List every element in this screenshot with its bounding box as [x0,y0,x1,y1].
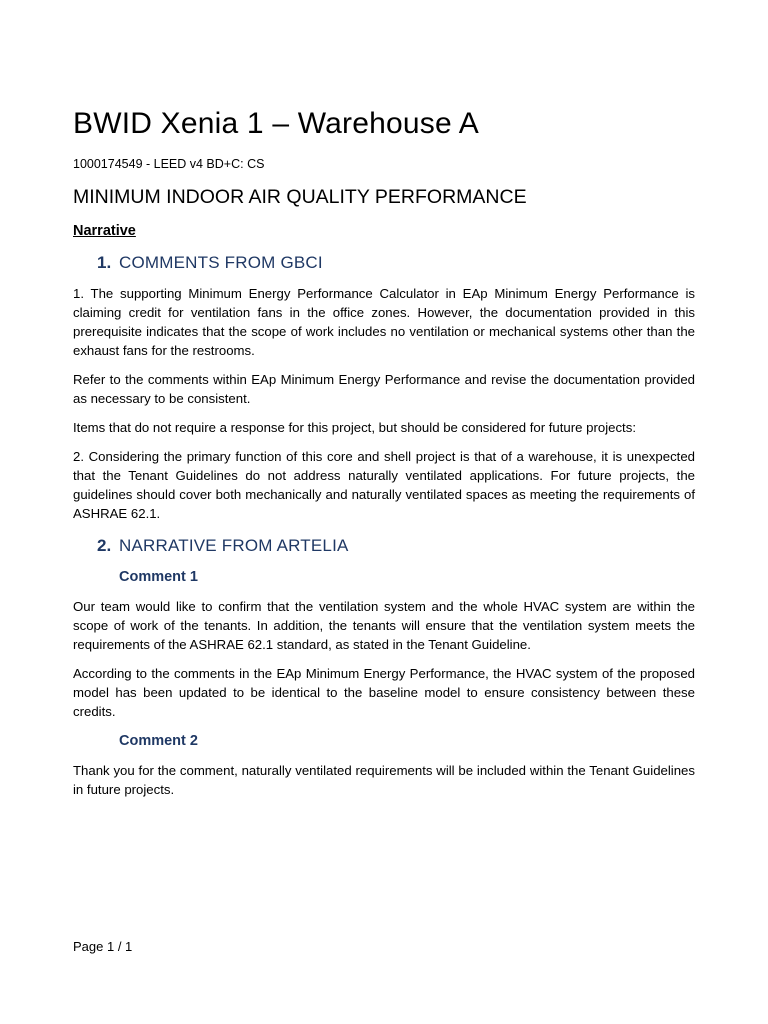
comment-1-heading: Comment 1 [119,569,198,585]
gbci-paragraph: Refer to the comments within EAp Minimum Energy Performance and revise the documentation provided as necessary to be consistent. [73,372,695,406]
comment-2-heading: Comment 2 [119,733,198,749]
credit-title: MINIMUM INDOOR AIR QUALITY PERFORMANCE [73,186,527,208]
document-title: BWID Xenia 1 – Warehouse A [73,107,479,140]
section-number: 2. [97,536,112,555]
section-heading-text: COMMENTS FROM GBCI [119,253,323,272]
section-heading-artelia [73,535,695,557]
comment-2-paragraph: Thank you for the comment, naturally ventilated requirements will be included within the Tenant Guidelines in future projects. [73,763,695,797]
gbci-paragraph: Items that do not require a response for this project, but should be considered for future projects: [73,420,636,435]
project-id: 1000174549 - LEED v4 BD+C: CS [73,157,265,171]
page-number: Page 1 / 1 [73,939,133,954]
document-content [73,104,695,799]
comment-1-paragraph: According to the comments in the EAp Minimum Energy Performance, the HVAC system of the proposed model has been updated to be identical to the baseline model to ensure consistency between these credits. [73,666,695,719]
narrative-label: Narrative [73,223,136,239]
comment-1-paragraph: Our team would like to confirm that the ventilation system and the whole HVAC system are within the scope of work of the tenants. In addition, the tenants will ensure that the ventilation system meets the requirements of the ASHRAE 62.1 standard, as stated in the Tenant Guideline. [73,599,695,652]
section-number: 1. [97,253,112,272]
gbci-paragraph: 1. The supporting Minimum Energy Performance Calculator in EAp Minimum Energy Performance is claiming credit for ventilation fans in the office zones. However, the documentation provided in this prerequisite indicates that the scope of work includes no ventilation or mechanical systems other than the exhaust fans for the restrooms. [73,286,695,358]
section-heading-text: NARRATIVE FROM ARTELIA [119,536,349,555]
gbci-paragraph: 2. Considering the primary function of this core and shell project is that of a warehouse, it is unexpected that the Tenant Guidelines do not address naturally ventilated applications. For future projects, the guidelines should cover both mechanically and naturally ventilated spaces as meeting the requirements of ASHRAE 62.1. [73,449,695,521]
section-heading-gbci [73,252,695,274]
